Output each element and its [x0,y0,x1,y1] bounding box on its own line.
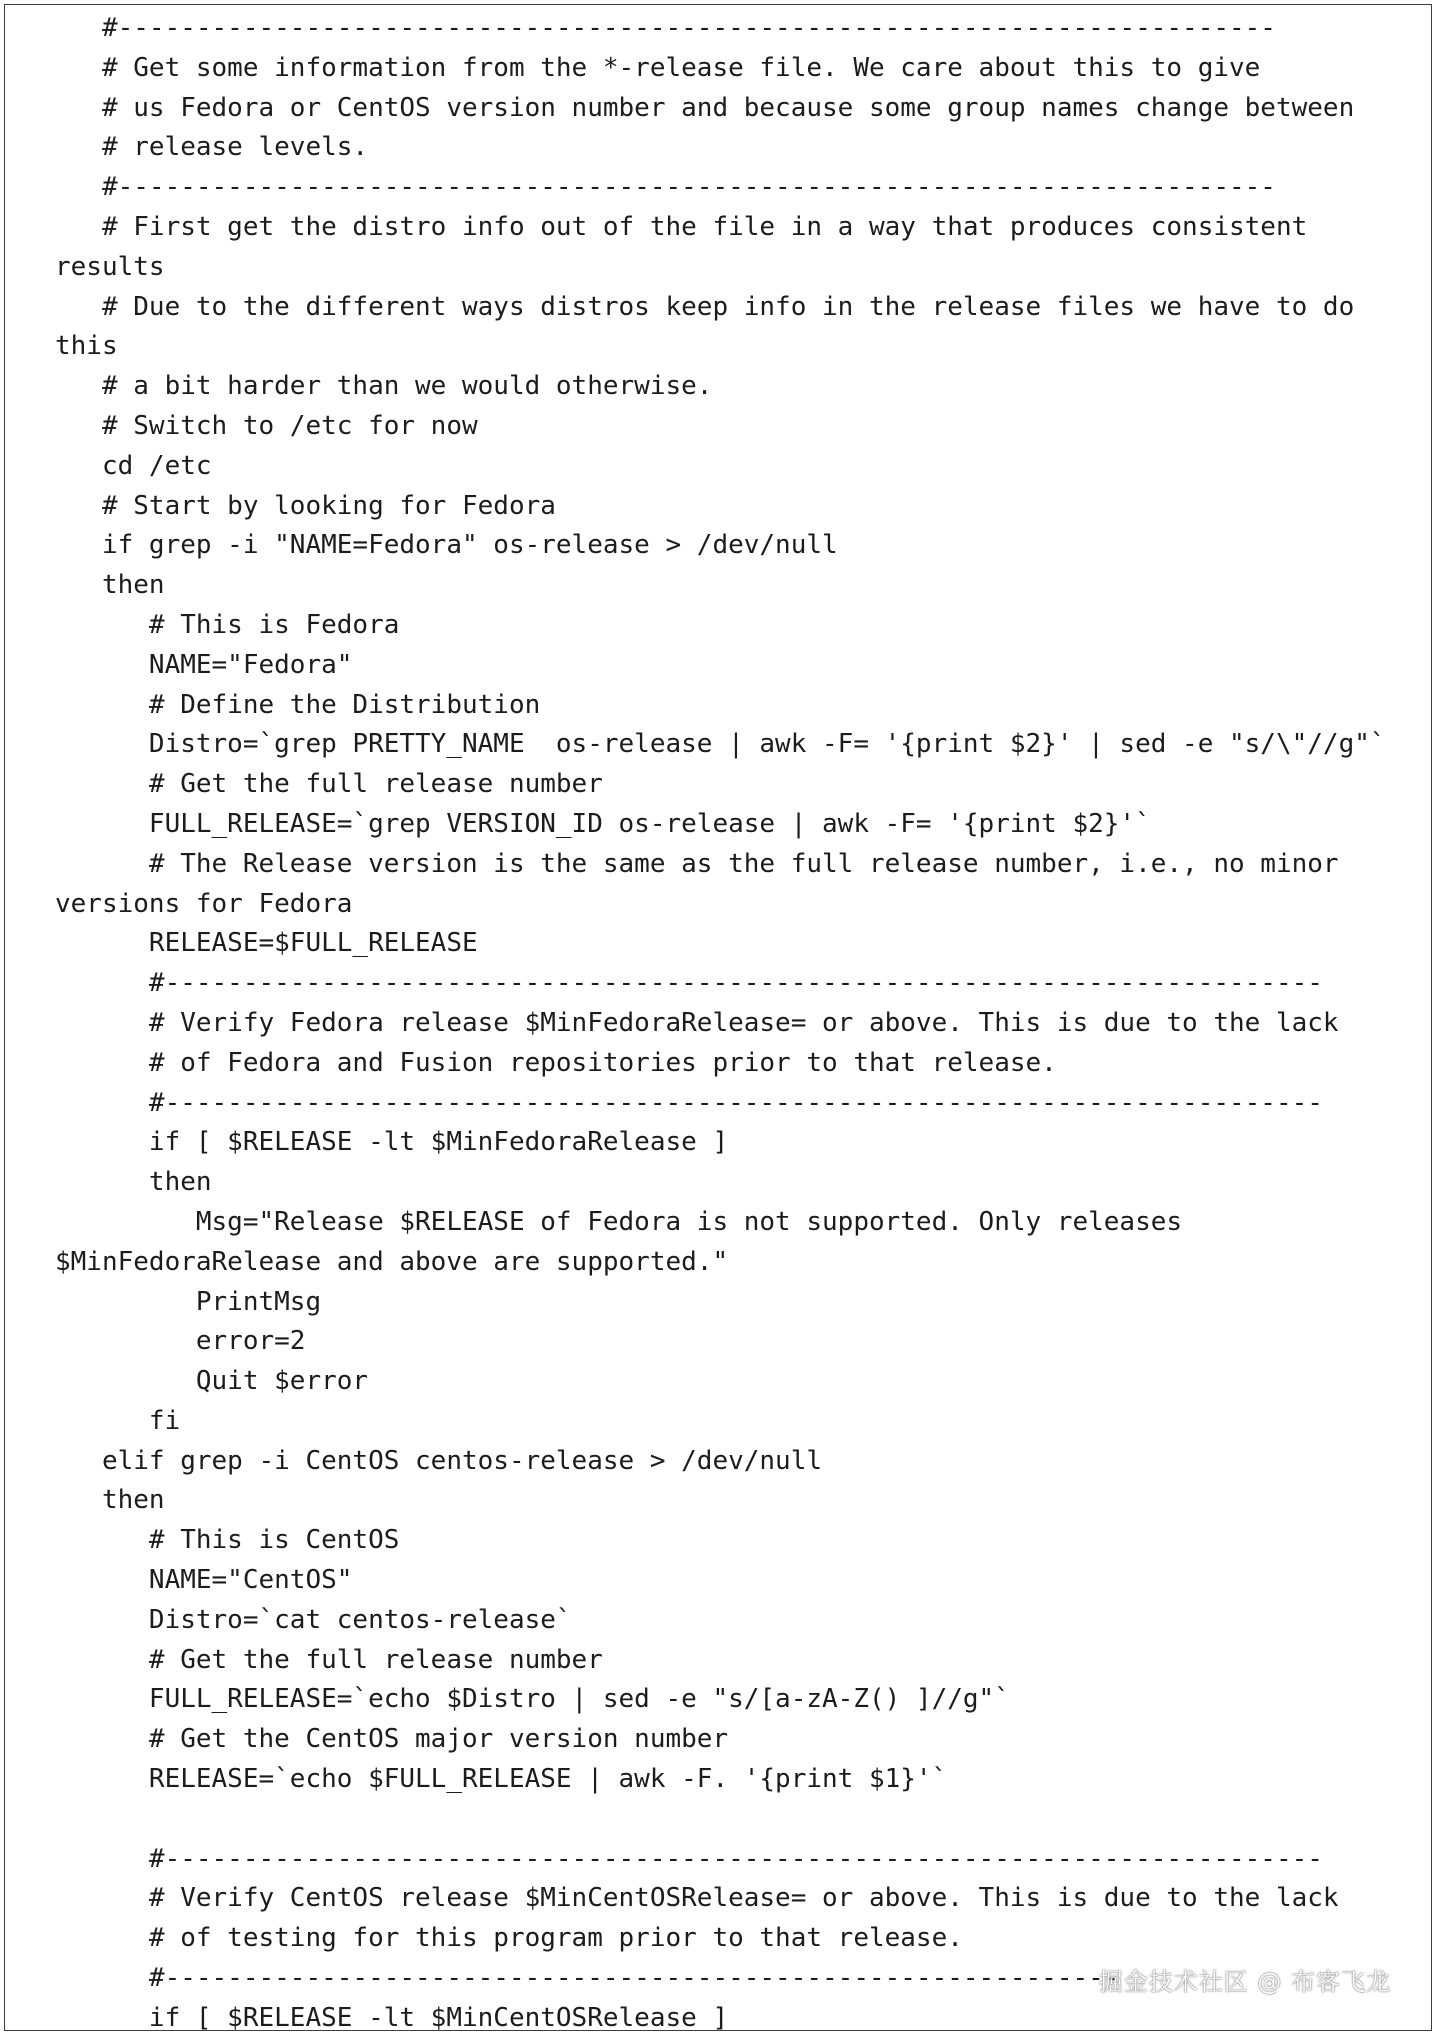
code-line: versions for Fedora [55,888,353,919]
code-line: # Due to the different ways distros keep info in the release files we have to do [55,291,1355,322]
code-block [55,9,1386,2031]
code-line: FULL_RELEASE=`grep VERSION_ID os-release | awk -F= '{print $2}'` [55,808,1151,839]
code-line: #-------------------------------------------------------------------------- [55,1843,1323,1874]
code-line: FULL_RELEASE=`echo $Distro | sed -e "s/[a-zA-Z() ]//g"` [55,1684,1010,1715]
code-line: # a bit harder than we would otherwise. [55,371,713,402]
code-line: Distro=`grep PRETTY_NAME os-release | awk -F= '{print $2}' | sed -e "s/\"//g"` [55,729,1386,760]
code-line: #------------------------------------------------------------- [55,1963,1120,1994]
code-line: NAME="CentOS" [55,1565,353,1596]
code-line: PrintMsg [55,1286,322,1317]
code-line: #-------------------------------------------------------------------------- [55,968,1323,999]
code-line: RELEASE=`echo $FULL_RELEASE | awk -F. '{print $1}'` [55,1764,948,1795]
code-line: if [ $RELEASE -lt $MinFedoraRelease ] [55,1127,729,1158]
code-line: # Get some information from the *-release file. We care about this to give [55,52,1261,83]
code-line: # Switch to /etc for now [55,410,478,441]
code-line: #-------------------------------------------------------------------------- [55,13,1276,43]
code-line: #-------------------------------------------------------------------------- [55,1087,1323,1118]
code-line: # us Fedora or CentOS version number and because some group names change between [55,92,1355,123]
code-line: # Start by looking for Fedora [55,490,556,521]
code-line: # This is Fedora [55,609,400,640]
code-line: then [55,1485,165,1516]
code-line: this [55,331,118,362]
code-line: then [55,1167,212,1198]
code-line: # Verify Fedora release $MinFedoraRelease= or above. This is due to the lack [55,1007,1339,1038]
code-line: Msg="Release $RELEASE of Fedora is not supported. Only releases [55,1206,1183,1237]
code-line: # Define the Distribution [55,689,541,720]
code-line: elif grep -i CentOS centos-release > /dev/null [55,1445,823,1476]
code-line: # of testing for this program prior to that release. [55,1923,963,1954]
code-line: then [55,570,165,601]
code-line [55,1800,1386,1840]
code-line: RELEASE=$FULL_RELEASE [55,928,478,959]
code-line: # Get the CentOS major version number [55,1724,729,1755]
code-line: Quit $error [55,1366,369,1397]
code-line: # Get the full release number [55,769,603,800]
code-line: # Get the full release number [55,1644,603,1675]
code-line: $MinFedoraRelease and above are supported." [55,1246,729,1277]
code-line: NAME="Fedora" [55,649,353,680]
code-line: # Verify CentOS release $MinCentOSRelease= or above. This is due to the lack [55,1883,1339,1914]
code-line: if grep -i "NAME=Fedora" os-release > /dev/null [55,530,838,561]
code-line: # This is CentOS [55,1525,400,1556]
code-line: if [ $RELEASE -lt $MinCentOSRelease ] [55,2002,729,2031]
code-line: fi [55,1405,181,1436]
code-line: cd /etc [55,450,212,481]
code-line: # First get the distro info out of the file in a way that produces consistent [55,211,1308,242]
code-line: results [55,251,165,282]
code-line: error=2 [55,1326,306,1357]
code-line: # The Release version is the same as the full release number, i.e., no minor [55,848,1339,879]
code-line: #-------------------------------------------------------------------------- [55,172,1276,203]
code-line: # release levels. [55,132,369,163]
code-line: Distro=`cat centos-release` [55,1604,572,1635]
code-line: # of Fedora and Fusion repositories prior to that release. [55,1047,1057,1078]
watermark: 掘金技术社区 @ 布客飞龙 [1098,1968,1391,1996]
code-listing-frame [4,4,1432,2031]
